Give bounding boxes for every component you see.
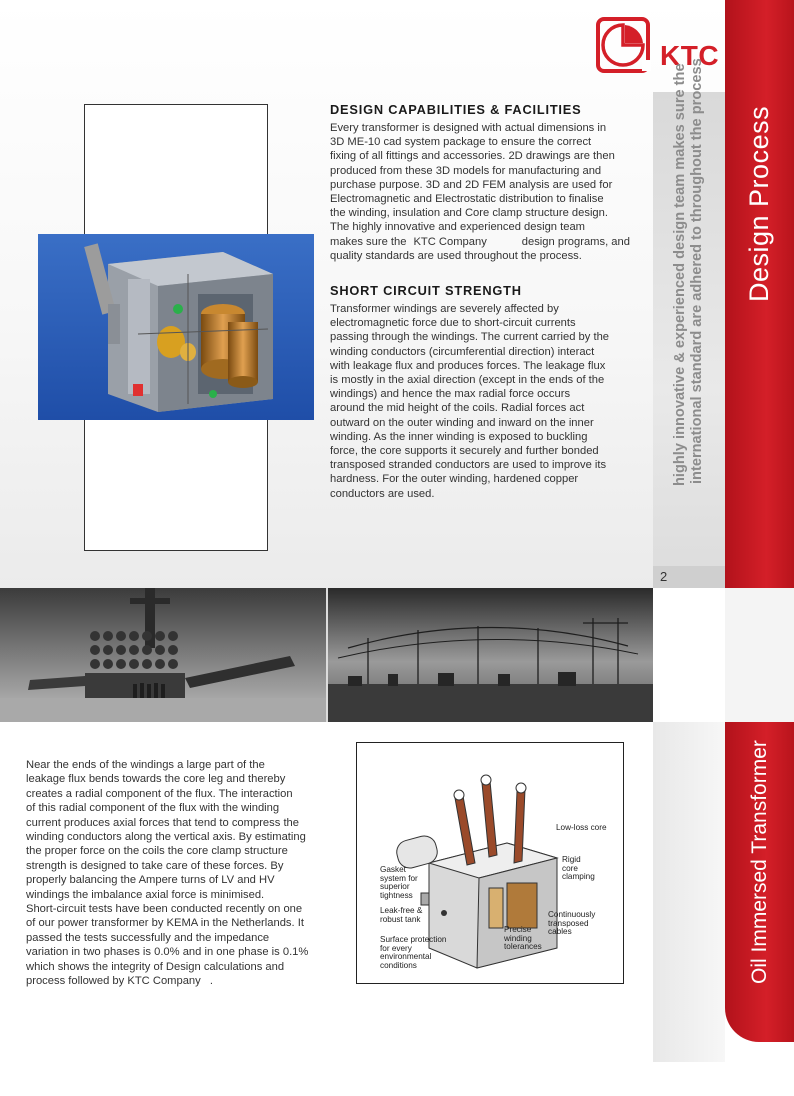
design-paragraph bbox=[330, 121, 630, 263]
leakage-line: Near the ends of the windings a large part of the bbox=[26, 759, 265, 771]
callout-leak-free: Leak-free & robust tank bbox=[380, 906, 423, 924]
design-heading: DESIGN CAPABILITIES & FACILITIES bbox=[330, 102, 582, 117]
sidebar-tagline-1: highly innovative & experienced design team makes sure the bbox=[672, 63, 688, 486]
design-line: Electromagnetic and Electrostatic distribution to finalise bbox=[330, 193, 604, 206]
short-circuit-paragraph bbox=[330, 302, 630, 501]
leakage-line: of this radial component of the flux with the winding bbox=[26, 802, 280, 815]
short-circuit-line: conductors are used. bbox=[330, 487, 435, 500]
leakage-line: winding conductors along the vertical axis. By estimating bbox=[26, 831, 306, 844]
design-line-company bbox=[330, 235, 630, 249]
leakage-line: Short-circuit tests have been conducted recently on one bbox=[26, 903, 303, 916]
transformer-3d-model-image bbox=[38, 234, 314, 420]
leakage-line: current produces axial forces that tend to compress the bbox=[26, 816, 299, 829]
short-circuit-line: winding. As the inner winding is exposed to buckling bbox=[330, 430, 588, 443]
leakage-paragraph bbox=[26, 758, 326, 989]
short-circuit-line: electromagnetic force due to short-circuit currents bbox=[330, 317, 576, 330]
leakage-line: of our power transformer by KEMA in the Netherlands. It bbox=[26, 917, 304, 930]
design-line: quality standards are used throughout the process. bbox=[330, 249, 582, 262]
design-text-before: makes sure the bbox=[330, 235, 407, 248]
design-line: produced from these 3D models for manufacturing and bbox=[330, 164, 602, 177]
leakage-line: which shows the integrity of Design calculations and bbox=[26, 960, 285, 973]
sidebar-tagline-2: international standard are adhered to throughout the process bbox=[689, 58, 705, 484]
short-circuit-line: with leakage flux and produces forces. The leakage flux bbox=[330, 359, 606, 372]
leakage-line: the proper force on the coils the core clamp structure bbox=[26, 845, 288, 858]
design-line: the winding, insulation and Core clamp structure design. bbox=[330, 207, 608, 220]
ktc-logo-text: KTC bbox=[660, 40, 720, 71]
page-number: 2 bbox=[660, 569, 668, 584]
short-circuit-line: outward on the outer winding and inward on the inner bbox=[330, 416, 594, 429]
short-circuit-line: is mostly in the axial direction (except in the ends of the bbox=[330, 374, 605, 387]
callout-rigid-core: Rigid core clamping bbox=[562, 855, 595, 882]
callout-gasket: Gasket system for superior tightness bbox=[380, 865, 418, 900]
design-line: The highly innovative and experienced design team bbox=[330, 221, 585, 234]
leakage-line: windings the imbalance axial force is minimised. bbox=[26, 888, 265, 901]
factory-bushings-photo bbox=[0, 588, 326, 722]
substation-photo bbox=[328, 588, 653, 722]
leakage-text-after: . bbox=[209, 975, 213, 988]
sidebar-title-oil-immersed: Oil Immersed Transformer bbox=[748, 740, 771, 984]
leakage-line: properly balancing the Ampere turns of LV and HV bbox=[26, 874, 275, 887]
leakage-line-company bbox=[26, 974, 326, 988]
short-circuit-heading: SHORT CIRCUIT STRENGTH bbox=[330, 283, 522, 298]
leakage-line: creates a radial component of the flux. The interaction bbox=[26, 787, 293, 800]
callout-low-loss-core: Low-loss core bbox=[556, 823, 607, 832]
callout-continuously: Continuously transposed cables bbox=[548, 910, 596, 937]
leakage-line: leakage flux bends towards the core leg and thereby bbox=[26, 773, 286, 786]
design-line: fixing of all fittings and accessories. 2D drawings are then bbox=[330, 150, 615, 163]
design-text-after: design programs, and bbox=[521, 235, 630, 248]
short-circuit-line: windings) and hence the max radial force occurs bbox=[330, 388, 571, 401]
leakage-line: strength is designed to take care of these forces. By bbox=[26, 859, 284, 872]
ktc-logo-icon bbox=[595, 16, 651, 74]
short-circuit-line: winding conductors (circumferential direction) interact bbox=[330, 345, 595, 358]
leakage-text-before: process followed by bbox=[26, 975, 125, 988]
callout-surface: Surface protection for every environmental conditions bbox=[380, 935, 447, 970]
design-line: Every transformer is designed with actual dimensions in bbox=[330, 122, 607, 134]
callout-precise: Precise winding tolerances bbox=[504, 925, 542, 952]
short-circuit-line: hardness. For the outer winding, hardened copper bbox=[330, 473, 579, 486]
bottom-side-strip bbox=[653, 722, 725, 1062]
sidebar-title-design-process: Design Process bbox=[744, 105, 774, 302]
design-line: 3D ME-10 cad system package to ensure the correct bbox=[330, 136, 592, 149]
short-circuit-line: Transformer windings are severely affected by bbox=[330, 303, 559, 315]
company-name: KTC Company bbox=[127, 975, 201, 988]
short-circuit-line: around the mid height of the coils. Radial forces act bbox=[330, 402, 585, 415]
short-circuit-line: passing through the windings. The current carried by the bbox=[330, 331, 610, 344]
leakage-line: passed the tests successfully and the impedance bbox=[26, 931, 270, 944]
leakage-line: variation in two phases is 0.0% and in one phase is 0.1% bbox=[26, 946, 309, 959]
company-name: KTC Company bbox=[413, 235, 487, 248]
sidebar-gap bbox=[725, 588, 794, 722]
short-circuit-line: force, the core supports it securely and further bonded bbox=[330, 445, 599, 458]
design-line: purchase purpose. 3D and 2D FEM analysis are used for bbox=[330, 178, 613, 191]
short-circuit-line: transposed stranded conductors are used to improve its bbox=[330, 459, 607, 472]
